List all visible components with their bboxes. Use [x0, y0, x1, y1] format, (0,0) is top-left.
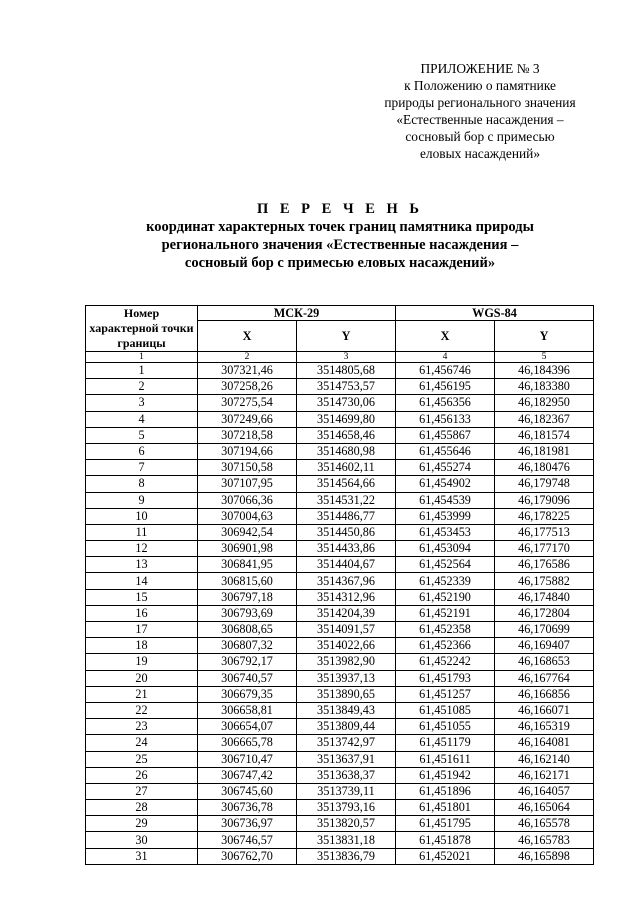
table-row — [86, 686, 594, 702]
point-number-header: Номер характерной точки границы — [86, 306, 198, 352]
wgs-x-cell: 61,452190 — [396, 589, 495, 605]
wgs-y-cell: 46,165319 — [495, 719, 594, 735]
msk-y-cell: 3513793,16 — [297, 800, 396, 816]
document-subtitle — [40, 218, 640, 272]
msk-x-cell: 307107,95 — [198, 476, 297, 492]
table-row — [86, 605, 594, 621]
wgs-y-cell: 46,164057 — [495, 783, 594, 799]
wgs-y-cell: 46,165578 — [495, 816, 594, 832]
appendix-line: сосновый бор с примесью — [405, 129, 555, 144]
wgs-x-cell: 61,454539 — [396, 492, 495, 508]
table-row — [86, 476, 594, 492]
msk-y-cell: 3513890,65 — [297, 686, 396, 702]
wgs-y-cell: 46,181574 — [495, 427, 594, 443]
document-title: П Е Р Е Ч Е Н Ь — [256, 201, 424, 217]
msk-x-cell: 307249,66 — [198, 411, 297, 427]
subtitle-line: регионального значения «Естественные насаждения – — [161, 237, 519, 253]
wgs-y-cell: 46,181981 — [495, 443, 594, 459]
msk-y-cell: 3513742,97 — [297, 735, 396, 751]
msk-x-cell: 306815,60 — [198, 573, 297, 589]
point-number-cell: 16 — [86, 605, 198, 621]
wgs-y-cell: 46,176586 — [495, 557, 594, 573]
point-number-cell: 7 — [86, 460, 198, 476]
point-number-cell: 25 — [86, 751, 198, 767]
appendix-block — [330, 60, 630, 162]
column-number: 4 — [396, 352, 495, 363]
msk-y-cell: 3514602,11 — [297, 460, 396, 476]
appendix-line: к Положению о памятнике — [404, 78, 556, 93]
wgs84-header: WGS-84 — [396, 306, 594, 321]
point-number-cell: 21 — [86, 686, 198, 702]
table-row — [86, 670, 594, 686]
point-number-cell: 6 — [86, 443, 198, 459]
msk-y-cell: 3514204,39 — [297, 605, 396, 621]
wgs-x-cell: 61,453999 — [396, 508, 495, 524]
wgs-y-cell: 46,179748 — [495, 476, 594, 492]
msk-x-cell: 307258,26 — [198, 379, 297, 395]
point-number-cell: 31 — [86, 848, 198, 864]
msk-y-cell: 3514022,66 — [297, 638, 396, 654]
point-number-cell: 27 — [86, 783, 198, 799]
wgs-x-cell: 61,451795 — [396, 816, 495, 832]
wgs-y-cell: 46,175882 — [495, 573, 594, 589]
wgs-y-cell: 46,164081 — [495, 735, 594, 751]
wgs-y-cell: 46,184396 — [495, 363, 594, 379]
point-number-cell: 14 — [86, 573, 198, 589]
wgs-x-cell: 61,452191 — [396, 605, 495, 621]
msk-x-cell: 306654,07 — [198, 719, 297, 735]
msk-x-cell: 307275,54 — [198, 395, 297, 411]
table-row — [86, 589, 594, 605]
wgs-y-cell: 46,183380 — [495, 379, 594, 395]
msk-x-cell: 306747,42 — [198, 767, 297, 783]
wgs-x-cell: 61,451611 — [396, 751, 495, 767]
table-row — [86, 427, 594, 443]
msk-x-cell: 306762,70 — [198, 848, 297, 864]
point-number-cell: 10 — [86, 508, 198, 524]
wgs-y-cell: 46,165064 — [495, 800, 594, 816]
wgs-x-cell: 61,451878 — [396, 832, 495, 848]
msk-y-cell: 3514450,86 — [297, 524, 396, 540]
msk29-header: МСК-29 — [198, 306, 396, 321]
wgs-x-cell: 61,455646 — [396, 443, 495, 459]
wgs-x-cell: 61,453453 — [396, 524, 495, 540]
wgs-x-cell: 61,452021 — [396, 848, 495, 864]
msk-x-cell: 306808,65 — [198, 622, 297, 638]
msk-x-cell: 307004,63 — [198, 508, 297, 524]
msk-y-cell: 3514404,67 — [297, 557, 396, 573]
wgs-x-header: X — [396, 321, 495, 352]
msk-x-cell: 306942,54 — [198, 524, 297, 540]
wgs-y-cell: 46,172804 — [495, 605, 594, 621]
msk-x-cell: 307218,58 — [198, 427, 297, 443]
msk-x-header: X — [198, 321, 297, 352]
msk-y-cell: 3514680,98 — [297, 443, 396, 459]
msk-y-cell: 3513831,18 — [297, 832, 396, 848]
msk-x-cell: 306665,78 — [198, 735, 297, 751]
wgs-x-cell: 61,452366 — [396, 638, 495, 654]
msk-y-cell: 3514312,96 — [297, 589, 396, 605]
table-row — [86, 654, 594, 670]
wgs-y-cell: 46,182950 — [495, 395, 594, 411]
table-body — [86, 363, 594, 865]
msk-y-cell: 3513820,57 — [297, 816, 396, 832]
msk-x-cell: 306901,98 — [198, 541, 297, 557]
msk-x-cell: 306679,35 — [198, 686, 297, 702]
msk-y-cell: 3513836,79 — [297, 848, 396, 864]
table-row — [86, 524, 594, 540]
wgs-y-cell: 46,166071 — [495, 702, 594, 718]
wgs-y-cell: 46,162140 — [495, 751, 594, 767]
msk-y-cell: 3513849,43 — [297, 702, 396, 718]
table-row — [86, 411, 594, 427]
msk-x-cell: 306841,95 — [198, 557, 297, 573]
point-number-cell: 1 — [86, 363, 198, 379]
table-row — [86, 443, 594, 459]
msk-x-cell: 307066,36 — [198, 492, 297, 508]
msk-x-cell: 306740,57 — [198, 670, 297, 686]
msk-x-cell: 306745,60 — [198, 783, 297, 799]
point-number-cell: 29 — [86, 816, 198, 832]
msk-y-cell: 3514730,06 — [297, 395, 396, 411]
msk-y-cell: 3514486,77 — [297, 508, 396, 524]
table-row — [86, 783, 594, 799]
table-row — [86, 767, 594, 783]
wgs-x-cell: 61,451257 — [396, 686, 495, 702]
wgs-x-cell: 61,453094 — [396, 541, 495, 557]
wgs-x-cell: 61,454902 — [396, 476, 495, 492]
wgs-x-cell: 61,456746 — [396, 363, 495, 379]
wgs-y-cell: 46,168653 — [495, 654, 594, 670]
table-row — [86, 460, 594, 476]
msk-x-cell: 306658,81 — [198, 702, 297, 718]
point-number-cell: 9 — [86, 492, 198, 508]
msk-x-cell: 307321,46 — [198, 363, 297, 379]
table-row — [86, 541, 594, 557]
msk-y-cell: 3514367,96 — [297, 573, 396, 589]
table-row — [86, 800, 594, 816]
table-row — [86, 363, 594, 379]
wgs-y-cell: 46,177513 — [495, 524, 594, 540]
column-number: 2 — [198, 352, 297, 363]
wgs-x-cell: 61,451942 — [396, 767, 495, 783]
wgs-y-cell: 46,177170 — [495, 541, 594, 557]
msk-x-cell: 306710,47 — [198, 751, 297, 767]
table-row — [86, 848, 594, 864]
msk-y-cell: 3514699,80 — [297, 411, 396, 427]
msk-y-cell: 3513637,91 — [297, 751, 396, 767]
point-number-cell: 12 — [86, 541, 198, 557]
msk-y-cell: 3513809,44 — [297, 719, 396, 735]
point-number-cell: 24 — [86, 735, 198, 751]
table-row — [86, 395, 594, 411]
wgs-y-cell: 46,182367 — [495, 411, 594, 427]
msk-y-cell: 3513638,37 — [297, 767, 396, 783]
wgs-x-cell: 61,451801 — [396, 800, 495, 816]
table-row — [86, 557, 594, 573]
msk-y-cell: 3514753,57 — [297, 379, 396, 395]
msk-y-cell: 3514433,86 — [297, 541, 396, 557]
point-number-cell: 26 — [86, 767, 198, 783]
msk-y-cell: 3514091,57 — [297, 622, 396, 638]
wgs-x-cell: 61,456195 — [396, 379, 495, 395]
column-number-row — [86, 352, 594, 363]
table-row — [86, 622, 594, 638]
table-row — [86, 751, 594, 767]
point-number-cell: 3 — [86, 395, 198, 411]
wgs-x-cell: 61,451179 — [396, 735, 495, 751]
table-row — [86, 832, 594, 848]
msk-y-cell: 3513982,90 — [297, 654, 396, 670]
msk-y-cell: 3514531,22 — [297, 492, 396, 508]
point-number-cell: 20 — [86, 670, 198, 686]
wgs-x-cell: 61,452242 — [396, 654, 495, 670]
wgs-y-cell: 46,174840 — [495, 589, 594, 605]
msk-y-cell: 3513739,11 — [297, 783, 396, 799]
point-number-cell: 5 — [86, 427, 198, 443]
msk-y-cell: 3514658,46 — [297, 427, 396, 443]
point-number-cell: 11 — [86, 524, 198, 540]
point-number-cell: 22 — [86, 702, 198, 718]
wgs-y-cell: 46,169407 — [495, 638, 594, 654]
msk-x-cell: 307194,66 — [198, 443, 297, 459]
wgs-x-cell: 61,455867 — [396, 427, 495, 443]
wgs-y-cell: 46,165783 — [495, 832, 594, 848]
wgs-x-cell: 61,452358 — [396, 622, 495, 638]
wgs-x-cell: 61,451896 — [396, 783, 495, 799]
wgs-y-cell: 46,170699 — [495, 622, 594, 638]
wgs-x-cell: 61,451793 — [396, 670, 495, 686]
column-number: 1 — [86, 352, 198, 363]
wgs-y-cell: 46,178225 — [495, 508, 594, 524]
msk-x-cell: 306797,18 — [198, 589, 297, 605]
wgs-y-cell: 46,179096 — [495, 492, 594, 508]
table-row — [86, 573, 594, 589]
msk-x-cell: 306792,17 — [198, 654, 297, 670]
msk-x-cell: 307150,58 — [198, 460, 297, 476]
table-row — [86, 735, 594, 751]
column-number: 5 — [495, 352, 594, 363]
wgs-x-cell: 61,452564 — [396, 557, 495, 573]
point-number-cell: 15 — [86, 589, 198, 605]
point-number-cell: 18 — [86, 638, 198, 654]
msk-x-cell: 306807,32 — [198, 638, 297, 654]
table-row — [86, 508, 594, 524]
wgs-x-cell: 61,455274 — [396, 460, 495, 476]
point-number-cell: 23 — [86, 719, 198, 735]
wgs-y-cell: 46,166856 — [495, 686, 594, 702]
msk-x-cell: 306736,97 — [198, 816, 297, 832]
wgs-y-header: Y — [495, 321, 594, 352]
appendix-line: еловых насаждений» — [419, 146, 541, 161]
coordinates-table — [85, 305, 594, 865]
point-number-cell: 2 — [86, 379, 198, 395]
msk-y-cell: 3513937,13 — [297, 670, 396, 686]
msk-x-cell: 306793,69 — [198, 605, 297, 621]
table-row — [86, 638, 594, 654]
wgs-x-cell: 61,451055 — [396, 719, 495, 735]
column-number: 3 — [297, 352, 396, 363]
point-number-cell: 4 — [86, 411, 198, 427]
point-number-cell: 19 — [86, 654, 198, 670]
point-number-cell: 13 — [86, 557, 198, 573]
wgs-y-cell: 46,167764 — [495, 670, 594, 686]
table-row — [86, 702, 594, 718]
wgs-x-cell: 61,456356 — [396, 395, 495, 411]
wgs-y-cell: 46,165898 — [495, 848, 594, 864]
point-number-cell: 17 — [86, 622, 198, 638]
wgs-x-cell: 61,456133 — [396, 411, 495, 427]
point-number-cell: 8 — [86, 476, 198, 492]
wgs-x-cell: 61,452339 — [396, 573, 495, 589]
wgs-x-cell: 61,451085 — [396, 702, 495, 718]
document-heading — [40, 200, 640, 272]
msk-y-cell: 3514564,66 — [297, 476, 396, 492]
table-row — [86, 816, 594, 832]
table-row — [86, 719, 594, 735]
appendix-line: «Естественные насаждения – — [396, 112, 564, 127]
msk-y-header: Y — [297, 321, 396, 352]
appendix-title: ПРИЛОЖЕНИЕ № 3 — [420, 61, 540, 76]
wgs-y-cell: 46,180476 — [495, 460, 594, 476]
wgs-y-cell: 46,162171 — [495, 767, 594, 783]
subtitle-line: сосновый бор с примесью еловых насаждений» — [184, 255, 496, 271]
appendix-line: природы регионального значения — [384, 95, 576, 110]
point-number-cell: 30 — [86, 832, 198, 848]
msk-x-cell: 306746,57 — [198, 832, 297, 848]
msk-y-cell: 3514805,68 — [297, 363, 396, 379]
subtitle-line: координат характерных точек границ памятника природы — [146, 219, 534, 235]
table-row — [86, 492, 594, 508]
msk-x-cell: 306736,78 — [198, 800, 297, 816]
table-row — [86, 379, 594, 395]
point-number-cell: 28 — [86, 800, 198, 816]
